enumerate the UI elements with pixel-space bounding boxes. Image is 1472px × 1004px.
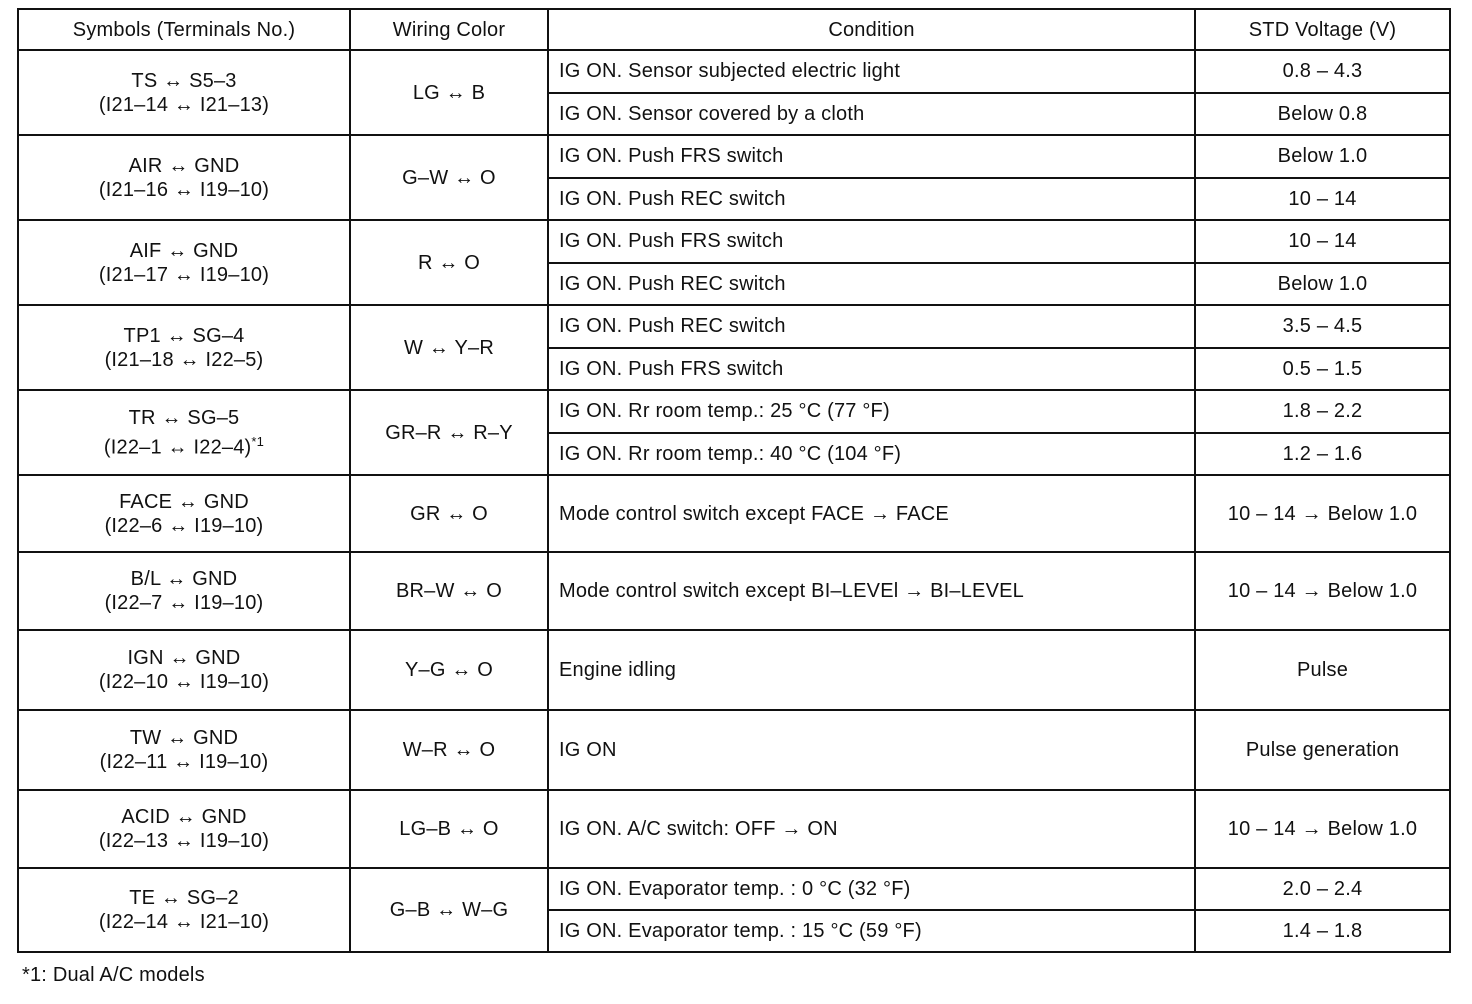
wiring-color-cell: GR ↔ O (350, 475, 548, 552)
condition-cell: IG ON. Push FRS switch (548, 220, 1195, 263)
header-std-voltage: STD Voltage (V) (1195, 9, 1450, 50)
std-voltage-cell: Below 1.0 (1195, 263, 1450, 306)
footnote: *1: Dual A/C models (22, 964, 205, 986)
condition-cell: IG ON (548, 710, 1195, 790)
table-body (18, 50, 1450, 952)
symbol-cell (18, 790, 350, 868)
symbol-cell (18, 135, 350, 220)
std-voltage-cell: 10 – 14 → Below 1.0 (1195, 790, 1450, 868)
terminal-numbers (29, 430, 339, 460)
std-voltage-cell: 10 – 14 → Below 1.0 (1195, 475, 1450, 552)
terminal-numbers (29, 514, 339, 538)
wiring-color-cell: R ↔ O (350, 220, 548, 305)
condition-cell: IG ON. Push REC switch (548, 263, 1195, 306)
table-row (18, 552, 1450, 630)
terminal-numbers (29, 910, 339, 934)
table-row (18, 220, 1450, 263)
terminal-numbers-text: (I22–10 ↔ I19–10) (98, 671, 270, 693)
terminal-numbers-text: (I21–18 ↔ I22–5) (104, 348, 264, 371)
wiring-color-cell: W–R ↔ O (350, 710, 548, 790)
terminal-numbers-text: (I22–1 ↔ I22–4) (103, 436, 252, 459)
wiring-color-cell: GR–R ↔ R–Y (350, 390, 548, 475)
table-row (18, 868, 1450, 910)
wiring-color-cell: W ↔ Y–R (350, 305, 548, 390)
symbol-label: IGN ↔ GND (127, 647, 241, 669)
std-voltage-cell: 2.0 – 2.4 (1195, 868, 1450, 910)
symbol-label: FACE ↔ GND (119, 490, 249, 513)
condition-cell: IG ON. Push REC switch (548, 178, 1195, 221)
symbol-cell (18, 50, 350, 135)
std-voltage-cell: 1.4 – 1.8 (1195, 910, 1450, 952)
std-voltage-cell: Below 0.8 (1195, 93, 1450, 136)
std-voltage-cell: Pulse (1195, 630, 1450, 710)
condition-cell: IG ON. Rr room temp.: 25 °C (77 °F) (548, 390, 1195, 433)
terminal-numbers (29, 670, 339, 694)
terminal-numbers (29, 178, 339, 202)
wiring-color-cell: G–B ↔ W–G (350, 868, 548, 952)
footnote-marker: *1 (251, 433, 265, 449)
condition-cell: IG ON. Push REC switch (548, 305, 1195, 348)
symbol-cell (18, 305, 350, 390)
std-voltage-cell: 3.5 – 4.5 (1195, 305, 1450, 348)
terminal-numbers (29, 348, 339, 372)
terminal-voltage-table (17, 8, 1451, 953)
table-row (18, 710, 1450, 790)
terminal-numbers-text: (I22–7 ↔ I19–10) (104, 592, 264, 614)
std-voltage-cell: 0.5 – 1.5 (1195, 348, 1450, 391)
symbol-label: B/L ↔ GND (130, 568, 238, 590)
terminal-numbers-text: (I21–14 ↔ I21–13) (98, 93, 270, 116)
symbol-cell (18, 390, 350, 475)
symbol-label: TP1 ↔ SG–4 (123, 324, 245, 347)
std-voltage-cell: 10 – 14 (1195, 220, 1450, 263)
symbol-cell (18, 220, 350, 305)
condition-cell: IG ON. Rr room temp.: 40 °C (104 °F) (548, 433, 1195, 476)
std-voltage-cell: Below 1.0 (1195, 135, 1450, 178)
table-row (18, 135, 1450, 178)
terminal-numbers-text: (I22–11 ↔ I19–10) (99, 751, 269, 773)
std-voltage-cell: 1.2 – 1.6 (1195, 433, 1450, 476)
condition-cell: IG ON. Push FRS switch (548, 348, 1195, 391)
terminal-numbers (29, 263, 339, 287)
condition-cell: IG ON. Sensor covered by a cloth (548, 93, 1195, 136)
table-row (18, 305, 1450, 348)
condition-cell: Mode control switch except BI–LEVEl → BI–LEVEL (548, 552, 1195, 630)
condition-cell: IG ON. Evaporator temp. : 0 °C (32 °F) (548, 868, 1195, 910)
table-row (18, 390, 1450, 433)
condition-cell: IG ON. Sensor subjected electric light (548, 50, 1195, 93)
symbol-label: TR ↔ SG–5 (128, 406, 240, 429)
symbol-label: AIF ↔ GND (129, 239, 239, 262)
std-voltage-cell: 10 – 14 → Below 1.0 (1195, 552, 1450, 630)
wiring-color-cell: Y–G ↔ O (350, 630, 548, 710)
header-row (18, 9, 1450, 50)
symbol-cell (18, 630, 350, 710)
wiring-color-cell: BR–W ↔ O (350, 552, 548, 630)
symbol-label: AIR ↔ GND (128, 154, 240, 177)
header-wiring-color: Wiring Color (350, 9, 548, 50)
condition-cell: IG ON. Evaporator temp. : 15 °C (59 °F) (548, 910, 1195, 952)
table-row (18, 630, 1450, 710)
symbol-label: TE ↔ SG–2 (129, 887, 239, 909)
terminal-numbers (29, 591, 339, 615)
terminal-numbers-text: (I22–6 ↔ I19–10) (104, 514, 264, 537)
condition-cell: Mode control switch except FACE → FACE (548, 475, 1195, 552)
wiring-color-cell: LG ↔ B (350, 50, 548, 135)
wiring-color-cell: LG–B ↔ O (350, 790, 548, 868)
symbol-cell (18, 710, 350, 790)
condition-cell: IG ON. Push FRS switch (548, 135, 1195, 178)
table-row (18, 790, 1450, 868)
std-voltage-cell: 0.8 – 4.3 (1195, 50, 1450, 93)
wiring-color-cell: G–W ↔ O (350, 135, 548, 220)
std-voltage-cell: 10 – 14 (1195, 178, 1450, 221)
condition-cell: Engine idling (548, 630, 1195, 710)
table-row (18, 50, 1450, 93)
terminal-numbers-text: (I22–13 ↔ I19–10) (98, 830, 270, 852)
terminal-numbers (29, 93, 339, 117)
condition-cell: IG ON. A/C switch: OFF → ON (548, 790, 1195, 868)
symbol-label: TS ↔ S5–3 (131, 69, 237, 92)
header-condition: Condition (548, 9, 1195, 50)
std-voltage-cell: Pulse generation (1195, 710, 1450, 790)
symbol-cell (18, 552, 350, 630)
header-symbols: Symbols (Terminals No.) (18, 9, 350, 50)
terminal-numbers (29, 829, 339, 853)
terminal-numbers (29, 750, 339, 774)
terminal-numbers-text: (I22–14 ↔ I21–10) (98, 911, 270, 933)
table-row (18, 475, 1450, 552)
symbol-cell (18, 475, 350, 552)
std-voltage-cell: 1.8 – 2.2 (1195, 390, 1450, 433)
terminal-numbers-text: (I21–16 ↔ I19–10) (98, 178, 270, 201)
symbol-label: TW ↔ GND (129, 727, 239, 749)
symbol-label: ACID ↔ GND (121, 806, 247, 828)
symbol-cell (18, 868, 350, 952)
terminal-numbers-text: (I21–17 ↔ I19–10) (98, 263, 270, 286)
